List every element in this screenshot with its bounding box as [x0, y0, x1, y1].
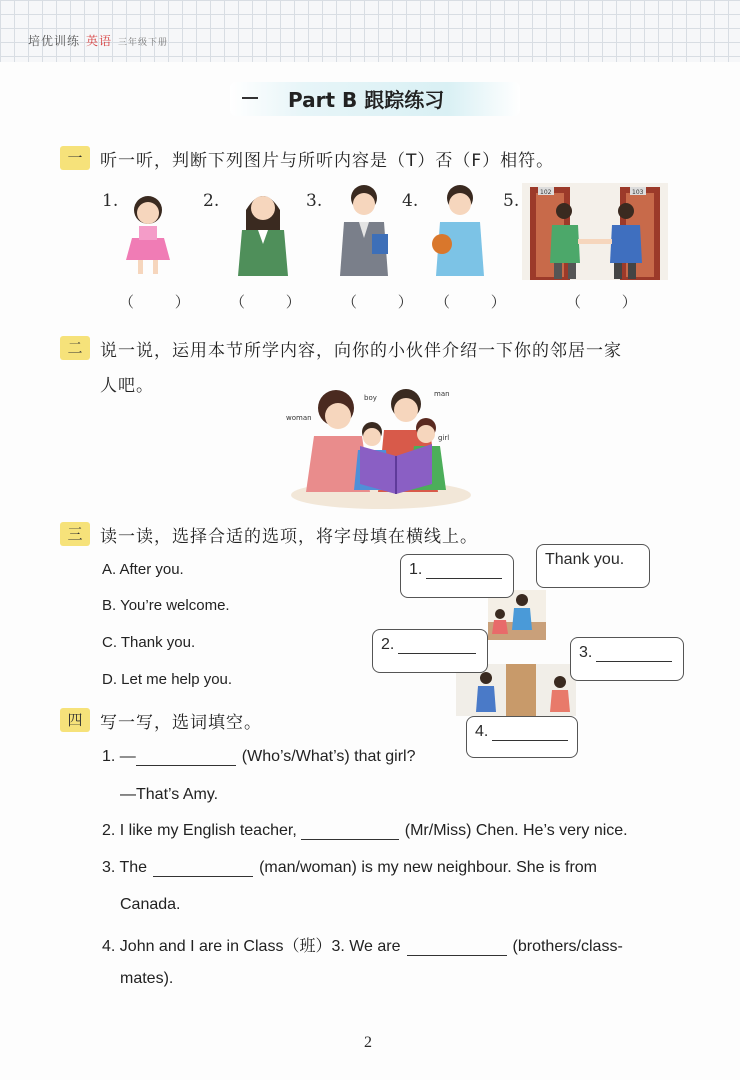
label-woman: woman: [286, 414, 312, 422]
door-label-1: 102: [540, 189, 552, 196]
girl-illustration: [118, 190, 178, 278]
q3-option-a: A. After you.: [102, 561, 184, 578]
page-number: 2: [364, 1034, 372, 1051]
section-badge-4: 四: [60, 708, 90, 732]
q1-answer-5[interactable]: （ ）: [566, 293, 655, 311]
book-name: 培优训练: [28, 34, 81, 48]
q1-instruction: 听一听，判断下列图片与所听内容是（T）否（F）相符。: [100, 151, 555, 171]
q1-answer-2[interactable]: （ ）: [230, 293, 319, 311]
q4-instruction: 写一写，选词填空。: [100, 713, 262, 733]
grade-name: 三年级下册: [118, 38, 169, 48]
q3-option-c: C. Thank you.: [102, 634, 196, 651]
bubble-3-number: 3.: [579, 644, 593, 661]
bubble-1-blank[interactable]: [426, 562, 502, 579]
neighbours-greeting-illustration: [522, 183, 668, 280]
q4-sentence-4: [102, 933, 623, 956]
q4-sentence-3-cont: Canada.: [120, 896, 181, 913]
bubble-4-number: 4.: [475, 723, 489, 740]
boy-with-ball-illustration: [428, 182, 490, 276]
bubble-2-number: 2.: [381, 636, 395, 653]
q4-sentence-1: [102, 748, 415, 766]
q4-s3-start: 3. The: [102, 859, 148, 876]
label-boy: boy: [364, 394, 377, 402]
q1-answer-4[interactable]: （ ）: [435, 293, 524, 311]
bubble-2-blank[interactable]: [398, 637, 476, 654]
q4-s2-end: (Mr/Miss) Chen. He’s very nice.: [404, 822, 628, 839]
q1-item-5-number: 5.: [503, 191, 520, 211]
label-girl: girl: [438, 434, 450, 442]
q4-s4-start: 4. John and I are in Class（班）3. We are: [102, 938, 401, 955]
q1-item-2-number: 2.: [203, 191, 220, 211]
bubble-3-blank[interactable]: [596, 645, 672, 662]
q3-instruction: 读一读，选择合适的选项，将字母填在横线上。: [100, 527, 478, 547]
speech-bubble-3: [570, 637, 684, 681]
bubble-4-blank[interactable]: [492, 724, 568, 741]
q4-blank-2[interactable]: [301, 823, 399, 840]
q1-answer-3[interactable]: （ ）: [342, 293, 431, 311]
man-illustration: [336, 182, 398, 276]
speech-bubble-thank-you: [536, 544, 650, 588]
section-badge-3: 三: [60, 522, 90, 546]
part-title-dash: [242, 97, 258, 99]
q4-s3-end: (man/woman) is my new neighbour. She is from: [259, 859, 597, 876]
q4-blank-1[interactable]: [136, 749, 236, 766]
family-reading-illustration: [286, 380, 476, 510]
q1-item-4-number: 4.: [402, 191, 419, 211]
q3-option-d: D. Let me help you.: [102, 671, 233, 688]
section-badge-1: 一: [60, 146, 90, 170]
label-man: man: [434, 390, 450, 398]
q4-s1-end: (Who’s/What’s) that girl?: [241, 748, 416, 765]
q4-sentence-1-reply: —That’s Amy.: [120, 786, 219, 803]
q2-instruction-line1: 说一说，运用本节所学内容，向你的小伙伴介绍一下你的邻居一家: [100, 341, 622, 361]
q4-s4-end: (brothers/class-: [512, 938, 623, 955]
q3-option-b: B. You’re welcome.: [102, 597, 230, 614]
section-badge-2: 二: [60, 336, 90, 360]
speech-bubble-1: [400, 554, 514, 598]
bubble-1-number: 1.: [409, 561, 423, 578]
q4-blank-3[interactable]: [153, 860, 253, 877]
door-label-2: 103: [632, 189, 644, 196]
subject-name: 英语: [86, 34, 113, 48]
q1-item-1-number: 1.: [102, 191, 119, 211]
q1-item-3-number: 3.: [306, 191, 323, 211]
q1-answer-1[interactable]: （ ）: [119, 293, 208, 311]
part-title: Part B 跟踪练习: [288, 88, 445, 112]
q4-blank-4[interactable]: [407, 939, 507, 956]
page-header: [0, 0, 740, 62]
q4-s2-start: 2. I like my English teacher,: [102, 822, 297, 839]
speech-bubble-2: [372, 629, 488, 673]
q4-sentence-3: [102, 859, 597, 877]
speech-bubble-4: [466, 716, 578, 758]
q4-sentence-2: [102, 822, 628, 840]
q4-s1-start: 1. —: [102, 748, 136, 765]
q4-sentence-4-cont: mates).: [120, 970, 174, 987]
bubble-thank-you-text: Thank you.: [545, 551, 625, 568]
q2-instruction-line2: 人吧。: [100, 376, 154, 396]
woman-illustration: [232, 184, 294, 276]
header-title: [28, 32, 168, 49]
